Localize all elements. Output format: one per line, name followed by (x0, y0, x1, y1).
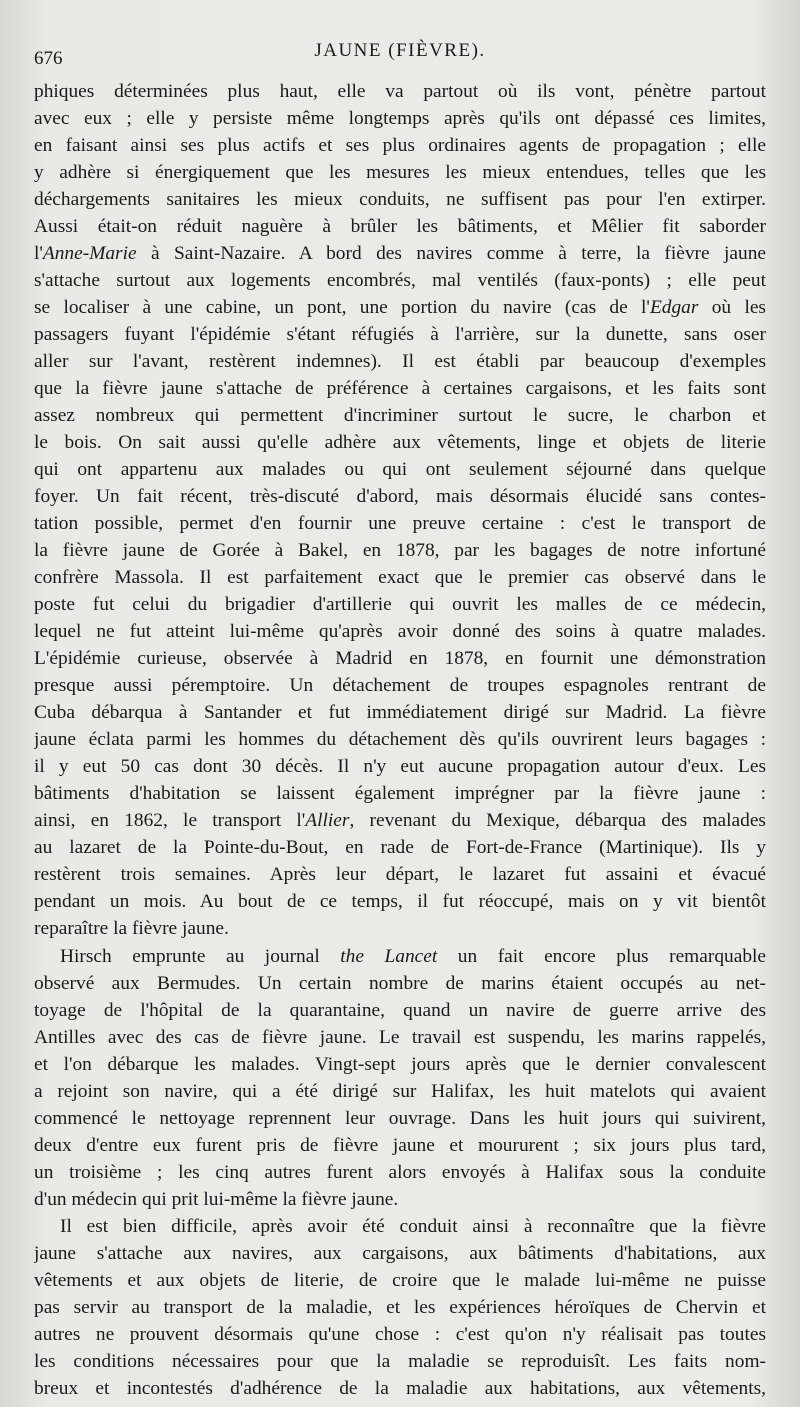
line-text: où les (698, 297, 766, 319)
text-line (34, 861, 766, 888)
text-line (34, 132, 766, 159)
text-line (34, 537, 766, 564)
line-text: commencé le nettoyage reprennent leur ouvrage. Dans les huit jours qui suivirent, (34, 1107, 766, 1129)
line-text-lead: Hirsch emprunte au journal (60, 945, 341, 967)
line-text: pendant un mois. Au bout de ce temps, il fut réoccupé, mais on y vit bientôt (34, 891, 766, 913)
line-text: foyer. Un fait récent, très-discuté d'abord, mais désormais élucidé sans contes- (34, 486, 766, 508)
line-text: s'attache surtout aux logements encombrés, mal ventilés (faux-ponts) ; elle peut (34, 270, 766, 292)
text-line (34, 915, 766, 942)
line-text: il y eut 50 cas dont 30 décès. Il n'y eut aucune propagation autour d'eux. Les (34, 756, 766, 778)
text-line (34, 375, 766, 402)
line-text: à Saint-Nazaire. A bord des navires comme à terre, la fièvre jaune (136, 243, 766, 265)
italic-name: Edgar (649, 297, 699, 319)
text-line (34, 1213, 766, 1240)
text-line (34, 888, 766, 915)
line-text: deux d'entre eux furent pris de fièvre jaune et moururent ; six jours plus tard, (34, 1134, 766, 1156)
line-text: et l'on débarque les malades. Vingt-sept jours après que le dernier convalescent (34, 1053, 766, 1075)
running-title: JAUNE (FIÈVRE). (314, 40, 486, 61)
text-line (34, 78, 766, 105)
text-line (34, 1348, 766, 1375)
line-text: a rejoint son navire, qui a été dirigé sur Halifax, les huit matelots qui avaient (34, 1080, 766, 1102)
line-text: au lazaret de la Pointe-du-Bout, en rade de Fort-de-France (Martinique). Ils y (34, 837, 766, 859)
line-text: aller sur l'avant, restèrent indemnes). Il est établi par beaucoup d'exemples (34, 351, 766, 373)
text-line (34, 645, 766, 672)
line-text: vêtements et aux objets de literie, de croire que le malade lui-même ne puisse (34, 1269, 766, 1291)
text-line (34, 510, 766, 537)
text-line (34, 1321, 766, 1348)
body-text (34, 78, 766, 1402)
line-text-lead: se localiser à une cabine, un pont, une portion du navire (cas de l' (34, 297, 650, 319)
line-text: confrère Massola. Il est parfaitement exact que le premier cas observé dans le (34, 567, 766, 589)
line-text: breux et incontestés d'adhérence de la maladie aux habitations, aux vêtements, (34, 1377, 766, 1399)
italic-name: Allier (305, 810, 350, 832)
text-line (34, 591, 766, 618)
line-text: que la fièvre jaune s'attache de préférence à certaines cargaisons, et les faits sont (34, 378, 766, 400)
line-text: d'un médecin qui prit lui-même la fièvre jaune. (34, 1188, 399, 1210)
text-line (34, 1267, 766, 1294)
line-text: bâtiments d'habitation se laissent également imprégner par la fièvre jaune : (34, 783, 766, 805)
text-line (34, 726, 766, 753)
text-line (34, 483, 766, 510)
line-text: les conditions nécessaires pour que la maladie se reproduisît. Les faits nom- (34, 1350, 766, 1372)
line-text: jaune s'attache aux navires, aux cargaisons, aux bâtiments d'habitations, aux (34, 1242, 766, 1264)
line-text: L'épidémie curieuse, observée à Madrid en 1878, en fournit une démonstration (34, 648, 766, 670)
line-text: autres ne prouvent désormais qu'une chose : c'est qu'on n'y réalisait pas toutes (34, 1323, 766, 1345)
text-line (34, 402, 766, 429)
line-text: pas servir au transport de la maladie, et les expériences héroïques de Chervin et (34, 1296, 766, 1318)
text-line (34, 321, 766, 348)
line-text: toyage de l'hôpital de la quarantaine, quand un navire de guerre arrive des (34, 999, 766, 1021)
line-text: poste fut celui du brigadier d'artillerie qui ouvrit les malles de ce médecin, (34, 594, 766, 616)
text-line (34, 267, 766, 294)
text-line (34, 943, 766, 970)
text-line (34, 780, 766, 807)
line-text-lead: ainsi, en 1862, le transport l' (34, 810, 306, 832)
text-line (34, 159, 766, 186)
text-line (34, 1024, 766, 1051)
line-text: passagers fuyant l'épidémie s'étant réfugiés à l'arrière, sur la dunette, sans oser (34, 324, 766, 346)
text-line (34, 970, 766, 997)
text-line (34, 186, 766, 213)
line-text: lequel ne fut atteint lui-même qu'après avoir donné des soins à quatre malades. (34, 621, 766, 643)
line-text: observé aux Bermudes. Un certain nombre de marins étaient occupés au net- (34, 972, 766, 994)
line-text: Il est bien difficile, après avoir été conduit ainsi à reconnaître que la fièvre (60, 1215, 766, 1237)
text-line (34, 1240, 766, 1267)
text-line (34, 1186, 766, 1213)
text-line (34, 240, 766, 267)
text-line (34, 456, 766, 483)
text-line (34, 564, 766, 591)
line-text: , revenant du Mexique, débarqua des malades (349, 810, 766, 832)
line-text: presque aussi péremptoire. Un détachement de troupes espagnoles rentrant de (34, 675, 766, 697)
line-text-lead: l' (34, 243, 43, 265)
line-text: qui ont appartenu aux malades ou qui ont seulement séjourné dans quelque (34, 459, 766, 481)
line-text: Aussi était-on réduit naguère à brûler les bâtiments, et Mêlier fit saborder (34, 216, 766, 238)
text-line (34, 753, 766, 780)
line-text: restèrent trois semaines. Après leur départ, le lazaret fut assaini et évacué (34, 864, 766, 886)
line-text: Antilles avec des cas de fièvre jaune. Le travail est suspendu, les marins rappelés, (34, 1026, 766, 1048)
line-text: déchargements sanitaires les mieux conduits, ne suffisent pas pour l'en extirper. (34, 189, 766, 211)
text-line (34, 807, 766, 834)
text-line (34, 1375, 766, 1402)
text-line (34, 1159, 766, 1186)
line-text: un fait encore plus remarquable (437, 945, 766, 967)
text-line (34, 997, 766, 1024)
text-line (34, 618, 766, 645)
text-line (34, 1105, 766, 1132)
line-text: phiques déterminées plus haut, elle va partout où ils vont, pénètre partout (34, 81, 766, 102)
text-line (34, 834, 766, 861)
line-text: jaune éclata parmi les hommes du détachement dès qu'ils ouvrirent leurs bagages : (34, 729, 766, 751)
line-text: un troisième ; les cinq autres furent alors envoyés à Halifax sous la conduite (34, 1161, 766, 1183)
line-text: reparaître la fièvre jaune. (34, 918, 229, 940)
line-text: le bois. On sait aussi qu'elle adhère aux vêtements, linge et objets de literie (34, 432, 766, 454)
text-line (34, 348, 766, 375)
text-line (34, 699, 766, 726)
text-line (34, 105, 766, 132)
line-text: Cuba débarqua à Santander et fut immédiatement dirigé sur Madrid. La fièvre (34, 702, 766, 724)
text-line (34, 1132, 766, 1159)
italic-name: the Lancet (340, 945, 438, 967)
text-line (34, 1078, 766, 1105)
text-line (34, 294, 766, 321)
line-text: en faisant ainsi ses plus actifs et ses plus ordinaires agents de propagation ; elle (34, 135, 766, 157)
text-line (34, 213, 766, 240)
line-text: tation possible, permet d'en fournir une preuve certaine : c'est le transport de (34, 513, 766, 535)
line-text: avec eux ; elle y persiste même longtemps après qu'ils ont dépassé ces limites, (34, 108, 766, 130)
line-text: y adhère si énergiquement que les mesures les mieux entendues, telles que les (34, 162, 766, 184)
text-line (34, 1051, 766, 1078)
line-text: assez nombreux qui permettent d'incriminer surtout le sucre, le charbon et (34, 405, 766, 427)
line-text: la fièvre jaune de Gorée à Bakel, en 1878, par les bagages de notre infortuné (34, 540, 766, 562)
text-line (34, 1294, 766, 1321)
text-line (34, 429, 766, 456)
page-header (0, 34, 800, 74)
italic-name: Anne-Marie (42, 243, 137, 265)
text-line (34, 672, 766, 699)
page-number: 676 (34, 48, 63, 69)
